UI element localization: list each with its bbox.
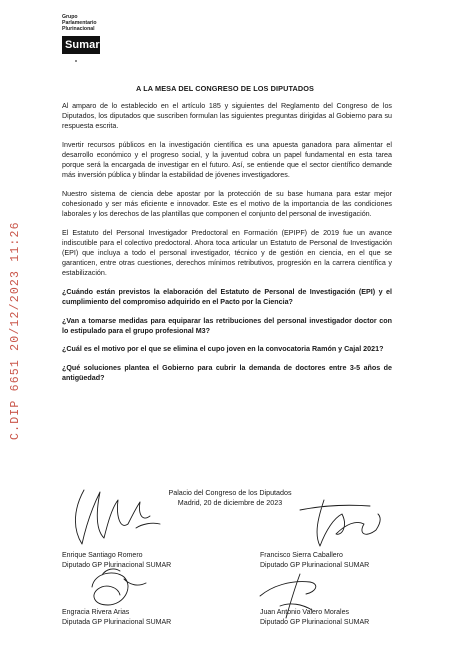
scan-speck — [75, 60, 77, 62]
paragraph-science-system: Nuestro sistema de ciencia debe apostar por la protección de su base humana para estar mejor cohesionado y ser más eficiente e innovador. Este es el motivo de la importancia de las condiciones laborales y los derechos de las plantillas que componen el conjunto del personal de investigación. — [62, 189, 392, 219]
question-4: ¿Qué soluciones plantea el Gobierno para cubrir la demanda de doctores entre 3-5 años de antigüedad? — [62, 364, 392, 383]
logo-line-grupo: Grupo — [62, 14, 78, 20]
question-3: ¿Cuál es el motivo por el que se elimina el cupo joven en la convocatoria Ramón y Cajal 2021? — [62, 345, 384, 354]
signatory-1-role: Diputado GP Plurinacional SUMAR — [62, 562, 172, 569]
signatory-3-role: Diputada GP Plurinacional SUMAR — [62, 619, 172, 626]
signing-place-date — [150, 488, 310, 508]
paragraph-statute: El Estatuto del Personal Investigador Predoctoral en Formación (EPIPF) de 2019 fue un avance indiscutible para el colectivo predoctoral. Ahora toca articular un Estatuto de Personal de Investigación (EPI) que incluya a todo el personal investigador, técnico y de gestión en ciencia, en el que se garanticen, entre otras cuestiones, derechos mínimos retributivos, progresión en la carrera científica y estabilización. — [62, 228, 392, 278]
document-body — [62, 101, 392, 392]
signing-date: Madrid, 20 de diciembre de 2023 — [177, 499, 283, 507]
signatory-2-role: Diputado GP Plurinacional SUMAR — [260, 562, 370, 569]
signatory-4 — [260, 608, 369, 628]
signatory-4-role: Diputado GP Plurinacional SUMAR — [260, 619, 370, 626]
signature-engracia-rivera — [84, 565, 154, 613]
question-1: ¿Cuándo están previstos la elaboración del Estatuto de Personal de Investigación (EPI) y el cumplimiento del compromiso adquirido en el Pacto por la Ciencia? — [62, 287, 392, 306]
paragraph-intro: Al amparo de lo establecido en el artículo 185 y siguientes del Reglamento del Congreso de los Diputados, los diputados que suscriben formulan las siguientes preguntas dirigidas al Gobierno para su respuesta escrita. — [62, 102, 392, 131]
logo-line-plurinacional: Plurinacional — [62, 26, 95, 33]
question-2: ¿Van a tomarse medidas para equiparar las retribuciones del personal investigador doctor con lo estipulado para el grupo profesional M3? — [62, 316, 392, 335]
logo-brand-sumar: Sumar — [62, 36, 100, 54]
signatory-2-name: Francisco Sierra Caballero — [260, 552, 343, 559]
party-logo — [62, 14, 162, 54]
signing-place: Palacio del Congreso de los Diputados — [168, 489, 292, 497]
logo-line-parlamentario: Parlamentario — [62, 20, 97, 27]
signatory-3 — [62, 608, 171, 628]
registry-stamp: C.DIP 6651 20/12/2023 11:26 — [9, 221, 22, 440]
signatory-1-name: Enrique Santiago Romero — [62, 552, 143, 559]
signatory-3-name: Engracia Rivera Arias — [62, 609, 130, 616]
document-title: A LA MESA DEL CONGRESO DE LOS DIPUTADOS — [136, 84, 314, 93]
paragraph-investment: Invertir recursos públicos en la investigación científica es una apuesta ganadora para alimentar el desarrollo económico y el progreso social, y la juventud cobra un papel fundamental en esta tarea porque será la encargada de investigar en el futuro. Así, se entiende que el sector científico demande más inversión pública y blindar la estabilidad de jóvenes investigadores. — [62, 140, 392, 180]
signatory-2 — [260, 551, 369, 571]
signatory-4-name: Juan Antonio Valero Morales — [260, 609, 349, 616]
signatory-1 — [62, 551, 171, 571]
